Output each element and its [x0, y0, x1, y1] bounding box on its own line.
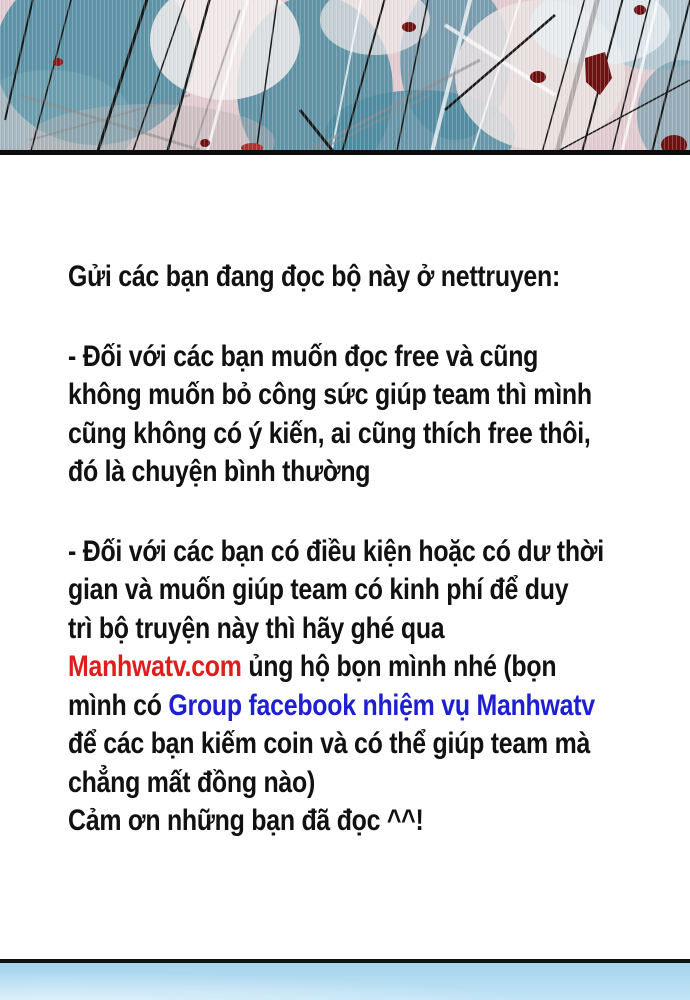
comic-panel-artwork — [0, 0, 690, 155]
note-paragraph2-line: chẳng mất đồng nào) — [68, 765, 316, 799]
note-text-before-link: mình có — [68, 688, 169, 722]
paragraph-spacer — [68, 297, 682, 338]
note-paragraph1-line: không muốn bỏ công sức giúp team thì mình — [68, 378, 592, 411]
note-paragraph1-line: đó là chuyện bình thường — [68, 455, 371, 488]
note-line-with-manhwatv-link — [68, 648, 682, 687]
note-paragraph2-line: - Đối với các bạn có điều kiện hoặc có dư thời — [68, 534, 604, 568]
note-paragraph2-line: để các bạn kiếm coin và có thể giúp team mà — [68, 727, 591, 760]
note-paragraph2-line: trì bộ truyện này thì hãy ghé qua — [68, 611, 445, 645]
note-line-with-facebook-link — [68, 687, 682, 726]
top-comic-panel — [0, 0, 690, 155]
note-thanks: Cảm ơn những bạn đã đọc ^^! — [68, 804, 424, 837]
bottom-comic-panel-sky — [0, 963, 690, 1000]
paragraph-spacer — [68, 492, 682, 533]
translator-note — [68, 258, 682, 841]
note-paragraph1-line: cũng không có ý kiến, ai cũng thích free thôi, — [68, 416, 591, 450]
note-paragraph1-line: - Đối với các bạn muốn đọc free và cũng — [68, 339, 539, 373]
facebook-group-link-text: Group facebook nhiệm vụ Manhwatv — [168, 688, 595, 722]
note-text-after-link: ủng hộ bọn mình nhé (bọn — [241, 650, 557, 683]
note-paragraph2-line: gian và muốn giúp team có kinh phí để duy — [68, 573, 569, 606]
note-greeting: Gửi các bạn đang đọc bộ này ở nettruyen: — [68, 260, 561, 293]
manhwatv-link-text: Manhwatv.com — [68, 650, 242, 683]
